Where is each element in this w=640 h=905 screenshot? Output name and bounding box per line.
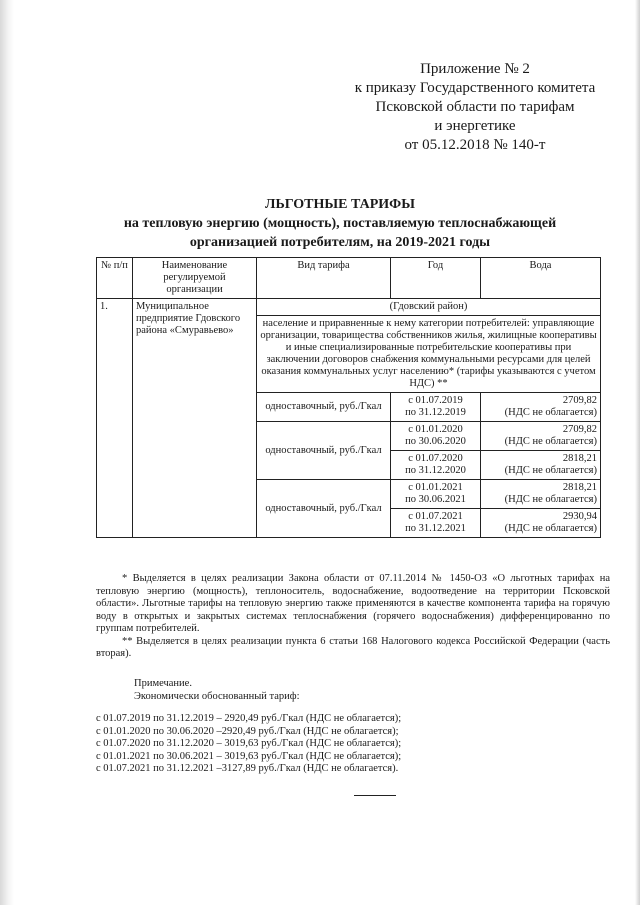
vat-note: (НДС не облагается) [504,436,597,447]
document-title [60,195,620,252]
appendix-order-line-2: Псковской области по тарифам [375,99,575,115]
period-from: с 01.01.2021 [408,482,463,493]
price-value: 2709,82 [562,395,597,406]
remark-block [134,677,300,703]
table-header-row [97,258,601,299]
list-item: с 01.07.2020 по 31.12.2020 – 3019,63 руб./Гкал (НДС не облагается); [96,738,402,749]
price-value: 2930,94 [562,511,597,522]
tariff-type-2019: одноставочный, руб./Гкал [257,393,391,422]
price-cell [481,509,601,538]
appendix-header [330,60,620,155]
period-cell [391,393,481,422]
header-type: Вид тарифа [257,258,391,299]
title-line-2: на тепловую энергию (мощность), поставляемую теплоснабжающей [123,216,557,231]
list-item: с 01.01.2021 по 30.06.2021 – 3019,63 руб./Гкал (НДС не облагается); [96,750,402,762]
scan-edge-left [0,0,14,905]
price-cell [481,480,601,509]
period-from: с 01.07.2021 [408,511,463,522]
header-num: № п/п [97,258,133,299]
list-item: с 01.07.2019 по 31.12.2019 – 2920,49 руб./Гкал (НДС не облагается); [96,713,402,724]
period-to: по 31.12.2021 [405,523,466,534]
period-cell [391,480,481,509]
row-number: 1. [97,299,133,538]
vat-note: (НДС не облагается) [504,523,597,534]
appendix-order-line-3: и энергетике [434,118,516,134]
price-cell [481,422,601,451]
tariff-table [96,257,601,538]
period-to: по 31.12.2020 [405,465,466,476]
list-item: с 01.01.2020 по 30.06.2020 –2920,49 руб./Гкал (НДС не облагается); [96,725,399,737]
vat-note: (НДС не облагается) [504,407,597,418]
period-from: с 01.07.2019 [408,395,463,406]
price-value: 2818,21 [562,482,597,493]
list-item: с 01.07.2021 по 31.12.2021 –3127,89 руб./Гкал (НДС не облагается). [96,763,399,774]
tariff-type-2020: одноставочный, руб./Гкал [257,422,391,480]
period-cell [391,422,481,451]
period-from: с 01.07.2020 [408,453,463,464]
table-row [97,299,601,316]
period-to: по 31.12.2019 [405,407,466,418]
district-label: (Гдовский район) [257,299,601,316]
remark-subtitle: Экономически обоснованный тариф: [134,691,300,702]
period-to: по 30.06.2021 [405,494,466,505]
appendix-number: Приложение № 2 [420,61,530,77]
period-cell [391,451,481,480]
footnote-2: ** Выделяется в целях реализации пункта 6 статьи 168 Налогового кодекса Российской Федерации (часть вторая). [96,635,610,659]
scan-edge-right [635,0,640,905]
organization-name: Муниципальное предприятие Гдовского района «Смуравьево» [133,299,257,538]
price-value: 2818,21 [562,453,597,464]
footnotes [96,573,610,661]
price-value: 2709,82 [562,424,597,435]
price-cell [481,451,601,480]
footnote-1: * Выделяется в целях реализации Закона области от 07.11.2014 № 1450-ОЗ «О льготных тарифах на тепловую энергию (мощность), теплоноситель, водоснабжение, водоотведение на территории Псковской области». Льготные тарифы на тепловую энергию также применяются в качестве компонента тарифа на горячую воду в открытых и закрытых системах теплоснабжения (горячего водоснабжения) дифференцированно по группам потребителей. [96,573,610,634]
header-org: Наименование регулируемой организации [133,258,257,299]
price-cell [481,393,601,422]
economic-tariff-list [96,713,401,776]
remark-title: Примечание. [134,678,192,689]
appendix-order-date: от 05.12.2018 № 140-т [404,137,546,153]
tariff-type-2021: одноставочный, руб./Гкал [257,480,391,538]
vat-note: (НДС не облагается) [504,465,597,476]
end-divider [354,795,396,796]
consumer-category: население и приравненные к нему категории потребителей: управляющие организации, товарищества собственников жилья, жилищные кооперативы и иные специализированные потребительские кооперативы при заключении договоров снабжения коммунальными ресурсами для целей оказания коммунальных услуг населению* (тарифы указываются с учетом НДС) ** [257,316,601,393]
period-to: по 30.06.2020 [405,436,466,447]
title-line-3: организацией потребителям, на 2019-2021 годы [189,235,491,250]
title-line-1: ЛЬГОТНЫЕ ТАРИФЫ [265,197,415,212]
vat-note: (НДС не облагается) [504,494,597,505]
period-cell [391,509,481,538]
period-from: с 01.01.2020 [408,424,463,435]
appendix-order-line-1: к приказу Государственного комитета [354,80,596,96]
header-water: Вода [481,258,601,299]
header-year: Год [391,258,481,299]
